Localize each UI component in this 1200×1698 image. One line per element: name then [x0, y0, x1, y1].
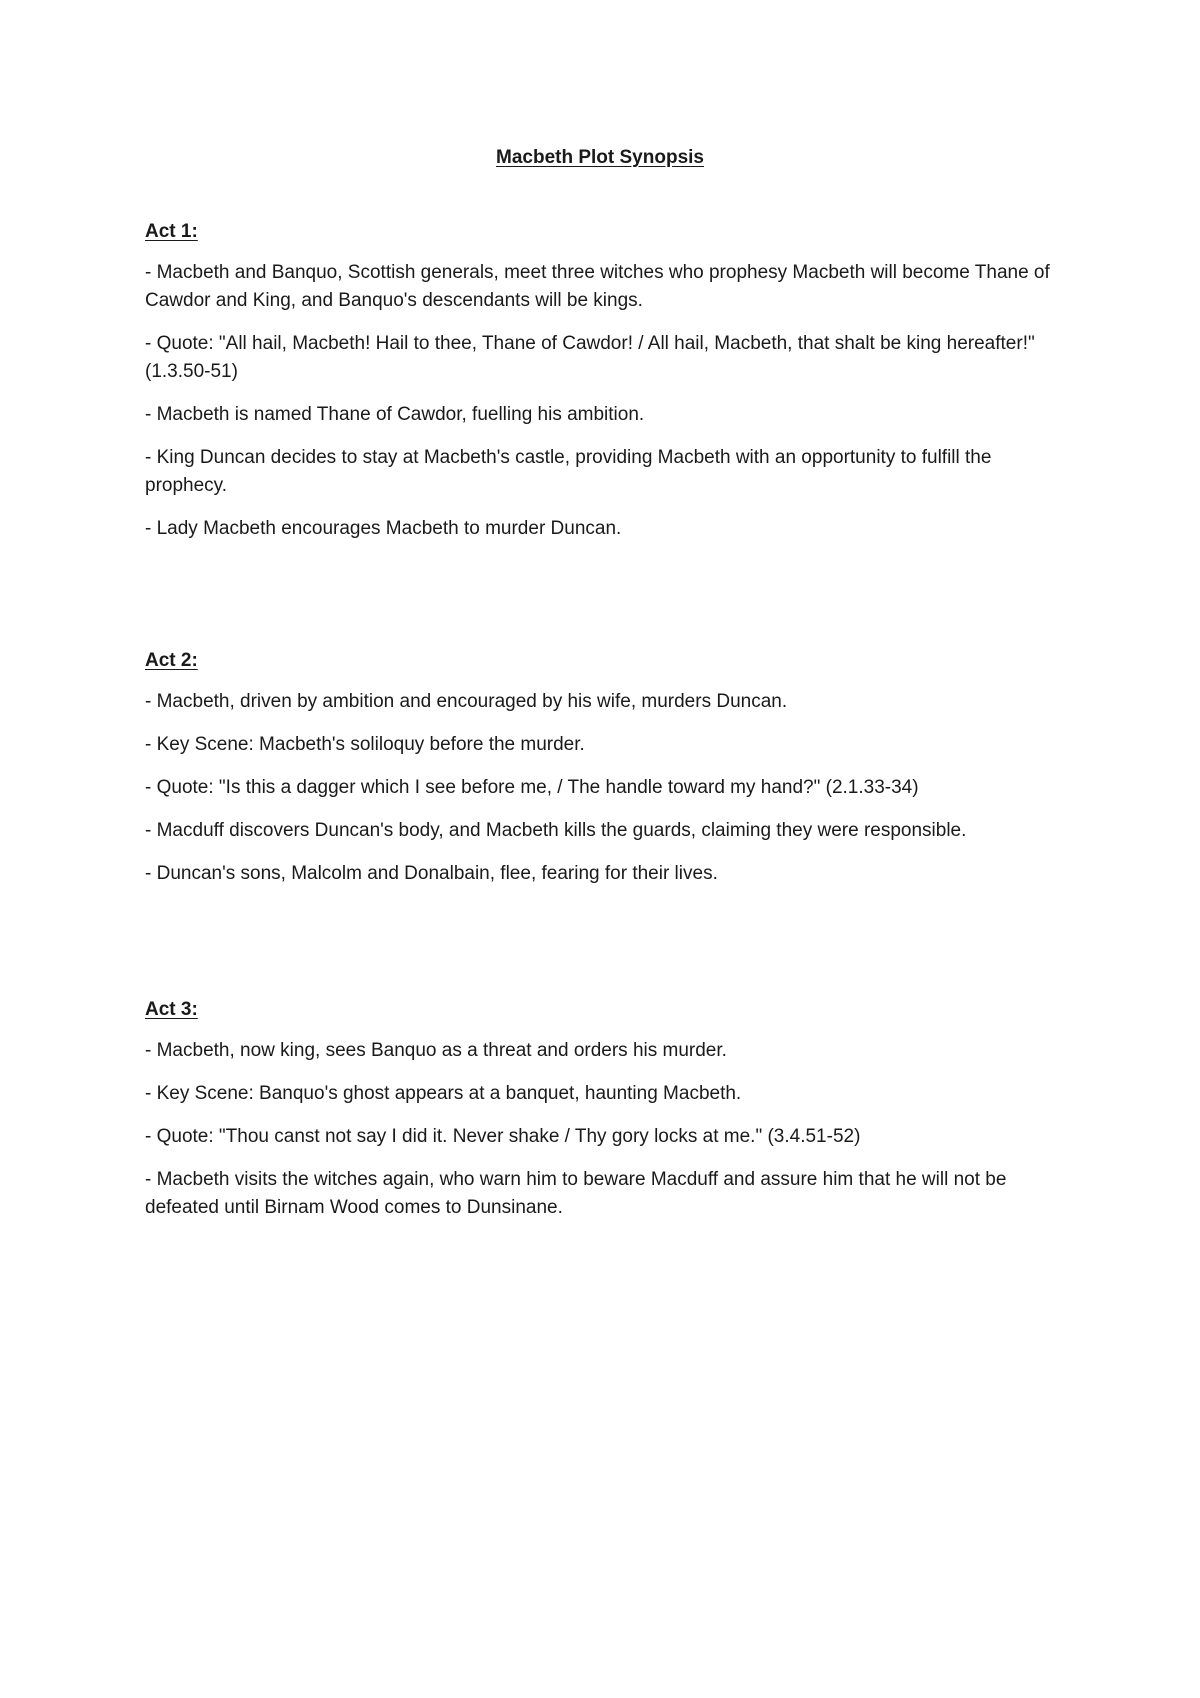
list-item: - Duncan's sons, Malcolm and Donalbain, flee, fearing for their lives.	[145, 863, 718, 884]
act-1-section	[145, 219, 1065, 558]
list-item: - Macduff discovers Duncan's body, and Macbeth kills the guards, claiming they were responsible.	[145, 820, 967, 841]
list-item: - Macbeth visits the witches again, who warn him to beware Macduff and assure him that he will not be defeated until Birnam Wood comes to Dunsinane.	[145, 1169, 1007, 1218]
list-item: - Quote: "Thou canst not say I did it. Never shake / Thy gory locks at me." (3.4.51-52)	[145, 1126, 861, 1147]
list-item: - Macbeth is named Thane of Cawdor, fuelling his ambition.	[145, 404, 645, 425]
list-item: - Macbeth, now king, sees Banquo as a threat and orders his murder.	[145, 1040, 727, 1061]
act-2-section	[145, 648, 1065, 903]
act-2-heading: Act 2:	[145, 650, 198, 671]
list-item: - Key Scene: Banquo's ghost appears at a banquet, haunting Macbeth.	[145, 1083, 742, 1104]
list-item: - Macbeth and Banquo, Scottish generals, meet three witches who prophesy Macbeth will become Thane of Cawdor and King, and Banquo's descendants will be kings.	[145, 262, 1050, 311]
list-item: - King Duncan decides to stay at Macbeth's castle, providing Macbeth with an opportunity to fulfill the prophecy.	[145, 447, 992, 496]
act-3-section	[145, 997, 1065, 1237]
act-3-heading: Act 3:	[145, 999, 198, 1020]
list-item: - Quote: "All hail, Macbeth! Hail to thee, Thane of Cawdor! / All hail, Macbeth, that shalt be king hereafter!" (1.3.50-51)	[145, 333, 1035, 382]
list-item: - Macbeth, driven by ambition and encouraged by his wife, murders Duncan.	[145, 691, 788, 712]
list-item: - Quote: "Is this a dagger which I see before me, / The handle toward my hand?" (2.1.33-34)	[145, 777, 919, 798]
list-item: - Key Scene: Macbeth's soliloquy before the murder.	[145, 734, 585, 755]
page-title: Macbeth Plot Synopsis	[496, 147, 704, 168]
list-item: - Lady Macbeth encourages Macbeth to murder Duncan.	[145, 518, 622, 539]
act-1-heading: Act 1:	[145, 221, 198, 242]
